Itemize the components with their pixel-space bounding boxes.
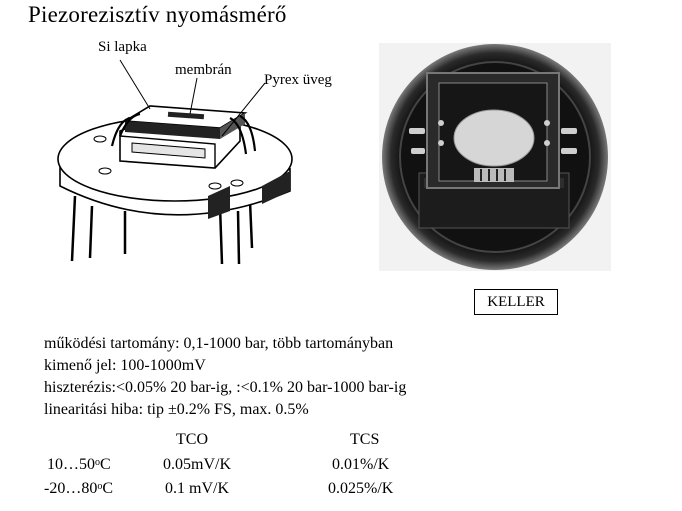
row2-tco: 0.1 mV/K xyxy=(165,480,229,497)
sensor-diagram xyxy=(40,36,370,271)
base-hole xyxy=(94,136,106,142)
sensor-photo-drawing xyxy=(379,43,611,271)
header-tcs: TCS xyxy=(350,431,380,448)
spec-list xyxy=(44,333,406,421)
spec-linearity: linearitási hiba: tip ±0.2% FS, max. 0.5% xyxy=(44,401,309,418)
spec-hysteresis: hiszterézis:<0.05% 20 bar-ig, :<0.1% 20 bar-1000 bar-ig xyxy=(44,379,407,396)
manufacturer-label: KELLER xyxy=(474,289,558,315)
spec-range: működési tartomány: 0,1-1000 bar, több tartományban xyxy=(44,335,394,352)
label-pyrex: Pyrex üveg xyxy=(264,72,332,88)
row2-range: -20…80$^o$C xyxy=(44,480,113,497)
base-hole xyxy=(99,168,111,174)
row2-tcs: 0.025%/K xyxy=(328,480,394,497)
label-membran: membrán xyxy=(175,62,232,78)
base-hole xyxy=(209,183,221,189)
row1-tcs: 0.01%/K xyxy=(332,456,390,473)
page-title: Piezorezisztív nyomásmérő xyxy=(28,2,287,27)
header-tco: TCO xyxy=(176,431,208,448)
row1-tco: 0.05mV/K xyxy=(163,456,231,473)
sensor-photo xyxy=(379,43,611,271)
label-si-lapka: Si lapka xyxy=(98,39,147,55)
spec-output: kimenő jel: 100-1000mV xyxy=(44,357,206,374)
photo-membrane xyxy=(454,110,534,166)
row1-range: 10…50$^o$C xyxy=(47,456,111,473)
base-hole xyxy=(231,180,243,186)
